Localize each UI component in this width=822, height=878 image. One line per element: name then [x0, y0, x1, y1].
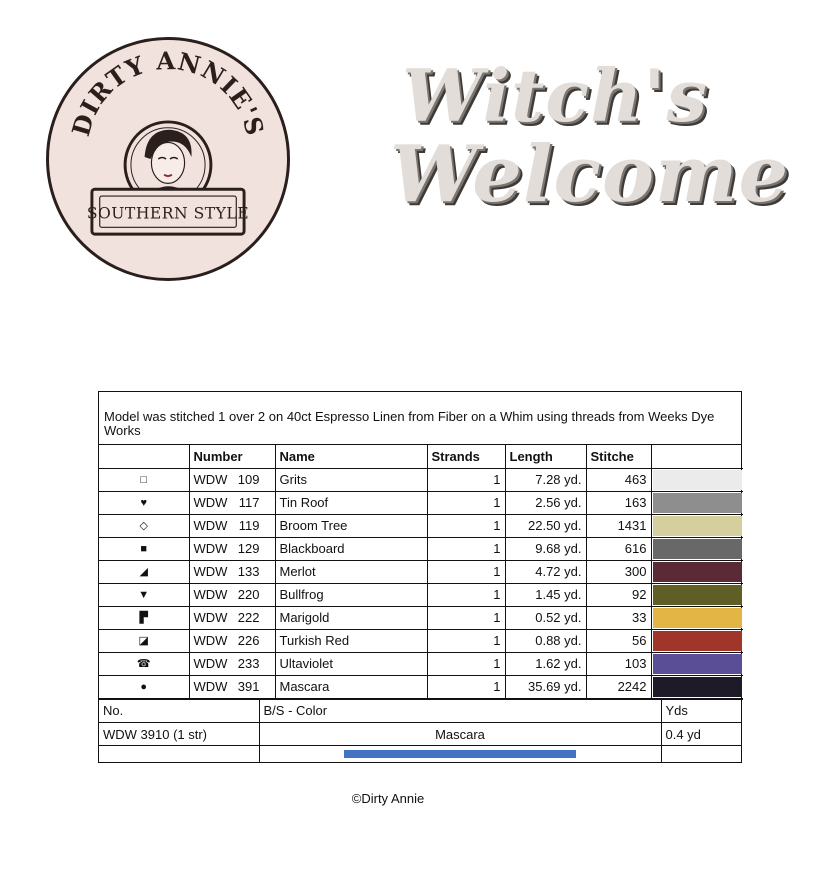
backstitch-table — [99, 700, 741, 762]
color-swatch — [653, 677, 743, 697]
thread-brand: WDW — [193, 495, 228, 510]
thread-code: 133 — [237, 564, 260, 579]
thread-name: Blackboard — [275, 537, 427, 560]
thread-row — [99, 583, 743, 606]
header-color — [651, 445, 743, 468]
thread-length: 22.50 yd. — [505, 514, 586, 537]
color-swatch-cell — [651, 583, 743, 606]
color-swatch-cell — [651, 560, 743, 583]
thread-length: 4.72 yd. — [505, 560, 586, 583]
thread-brand: WDW — [193, 541, 228, 556]
thread-code: 391 — [237, 679, 260, 694]
thread-stitches: 103 — [586, 652, 651, 675]
thread-name: Ultaviolet — [275, 652, 427, 675]
logo-artwork — [49, 40, 287, 278]
thread-name: Marigold — [275, 606, 427, 629]
thread-row — [99, 652, 743, 675]
thread-length: 1.62 yd. — [505, 652, 586, 675]
thread-number — [189, 583, 275, 606]
color-swatch-cell — [651, 537, 743, 560]
thread-name: Broom Tree — [275, 514, 427, 537]
backstitch-row — [99, 723, 741, 746]
header-number: Number — [189, 445, 275, 468]
pattern-title — [390, 53, 790, 220]
dirty-annies-logo — [46, 37, 290, 281]
thread-number — [189, 514, 275, 537]
thread-table-header — [99, 445, 743, 468]
thread-code: 222 — [237, 610, 260, 625]
color-key-sheet — [98, 391, 742, 763]
header-strands: Strands — [427, 445, 505, 468]
thread-number — [189, 468, 275, 491]
thread-stitches: 56 — [586, 629, 651, 652]
bs-number: WDW 3910 (1 str) — [99, 723, 259, 746]
title-line-1: Witch's — [402, 53, 708, 138]
logo-tagline: SOUTHERN STYLE — [86, 204, 250, 223]
color-swatch — [653, 562, 743, 582]
thread-length: 0.52 yd. — [505, 606, 586, 629]
thread-strands: 1 — [427, 537, 505, 560]
thread-length: 9.68 yd. — [505, 537, 586, 560]
backstitch-line-row — [99, 746, 741, 762]
thread-brand: WDW — [193, 518, 228, 533]
thread-stitches: 616 — [586, 537, 651, 560]
color-swatch — [653, 470, 743, 490]
stitch-symbol: ● — [99, 675, 189, 699]
color-swatch-cell — [651, 606, 743, 629]
thread-table — [99, 445, 743, 700]
color-swatch — [653, 654, 743, 674]
thread-row — [99, 537, 743, 560]
thread-number — [189, 606, 275, 629]
bs-color-name: Mascara — [259, 723, 661, 746]
thread-code: 119 — [238, 518, 260, 533]
thread-code: 109 — [237, 472, 260, 487]
thread-code: 117 — [238, 495, 260, 510]
thread-name: Mascara — [275, 675, 427, 699]
bs-line-cell — [259, 746, 661, 762]
color-swatch-cell — [651, 629, 743, 652]
bs-yards: 0.4 yd — [661, 723, 741, 746]
thread-length: 2.56 yd. — [505, 491, 586, 514]
color-swatch — [653, 608, 743, 628]
bs-line-empty — [99, 746, 259, 762]
copyright-notice: ©Dirty Annie — [351, 791, 425, 806]
bs-header-yds: Yds — [661, 700, 741, 723]
stitch-symbol: ☎ — [99, 652, 189, 675]
thread-name: Grits — [275, 468, 427, 491]
thread-name: Bullfrog — [275, 583, 427, 606]
stitch-symbol: ■ — [99, 537, 189, 560]
thread-code: 129 — [237, 541, 260, 556]
thread-length: 35.69 yd. — [505, 675, 586, 699]
thread-length: 0.88 yd. — [505, 629, 586, 652]
thread-brand: WDW — [193, 633, 228, 648]
title-line-2: Welcome — [390, 128, 790, 220]
color-swatch-cell — [651, 468, 743, 491]
thread-strands: 1 — [427, 514, 505, 537]
header-symbol — [99, 445, 189, 468]
thread-stitches: 463 — [586, 468, 651, 491]
thread-row — [99, 675, 743, 699]
bs-header-no: No. — [99, 700, 259, 723]
thread-name: Merlot — [275, 560, 427, 583]
header-stitches: Stitche — [586, 445, 651, 468]
thread-code: 233 — [237, 656, 260, 671]
thread-strands: 1 — [427, 468, 505, 491]
thread-brand: WDW — [193, 472, 228, 487]
thread-name: Tin Roof — [275, 491, 427, 514]
thread-number — [189, 675, 275, 699]
thread-strands: 1 — [427, 606, 505, 629]
thread-number — [189, 560, 275, 583]
stitch-symbol: ♥ — [99, 491, 189, 514]
thread-row — [99, 560, 743, 583]
color-swatch — [653, 585, 743, 605]
color-swatch-cell — [651, 491, 743, 514]
thread-brand: WDW — [193, 564, 228, 579]
thread-row — [99, 468, 743, 491]
thread-length: 1.45 yd. — [505, 583, 586, 606]
logo-brand-text: DIRTY ANNIE'S — [66, 46, 270, 140]
thread-brand: WDW — [193, 587, 228, 602]
color-swatch-cell — [651, 675, 743, 699]
stitch-symbol: ◇ — [99, 514, 189, 537]
thread-stitches: 300 — [586, 560, 651, 583]
thread-strands: 1 — [427, 652, 505, 675]
color-swatch-cell — [651, 652, 743, 675]
color-swatch — [653, 493, 743, 513]
stitch-symbol: ▼ — [99, 583, 189, 606]
thread-strands: 1 — [427, 560, 505, 583]
thread-strands: 1 — [427, 629, 505, 652]
backstitch-header — [99, 700, 741, 723]
thread-stitches: 92 — [586, 583, 651, 606]
thread-number — [189, 491, 275, 514]
color-swatch — [653, 539, 743, 559]
header-name: Name — [275, 445, 427, 468]
thread-code: 226 — [237, 633, 260, 648]
thread-name: Turkish Red — [275, 629, 427, 652]
stitch-symbol: □ — [99, 468, 189, 491]
thread-stitches: 2242 — [586, 675, 651, 699]
color-swatch — [653, 631, 743, 651]
color-swatch — [653, 516, 743, 536]
thread-number — [189, 629, 275, 652]
thread-brand: WDW — [193, 610, 228, 625]
thread-strands: 1 — [427, 491, 505, 514]
thread-brand: WDW — [193, 679, 228, 694]
stitch-symbol: ◪ — [99, 629, 189, 652]
thread-brand: WDW — [193, 656, 228, 671]
thread-row — [99, 491, 743, 514]
backstitch-line-sample — [344, 750, 576, 758]
bs-header-color: B/S - Color — [259, 700, 661, 723]
color-swatch-cell — [651, 514, 743, 537]
thread-row — [99, 514, 743, 537]
thread-number — [189, 537, 275, 560]
bs-line-empty-2 — [661, 746, 741, 762]
thread-strands: 1 — [427, 675, 505, 699]
thread-stitches: 163 — [586, 491, 651, 514]
thread-row — [99, 629, 743, 652]
thread-row — [99, 606, 743, 629]
thread-stitches: 1431 — [586, 514, 651, 537]
thread-stitches: 33 — [586, 606, 651, 629]
header-length: Length — [505, 445, 586, 468]
thread-code: 220 — [237, 587, 260, 602]
thread-length: 7.28 yd. — [505, 468, 586, 491]
stitching-notes: Model was stitched 1 over 2 on 40ct Espresso Linen from Fiber on a Whim using threads from Weeks Dye Works — [99, 392, 741, 445]
thread-number — [189, 652, 275, 675]
thread-strands: 1 — [427, 583, 505, 606]
stitch-symbol: ▛ — [99, 606, 189, 629]
stitch-symbol: ◢ — [99, 560, 189, 583]
